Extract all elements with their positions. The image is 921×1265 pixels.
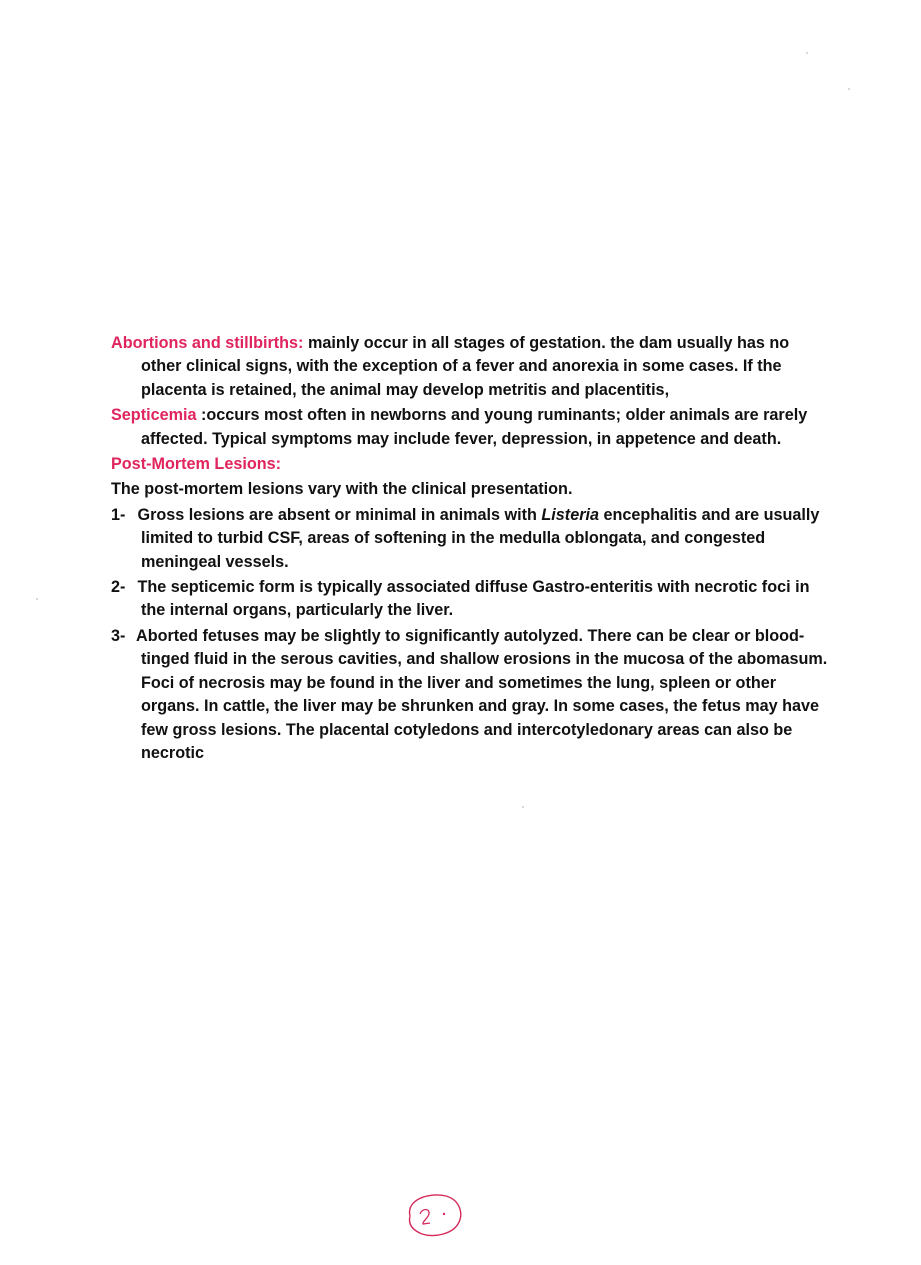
paragraph-abortions [111,332,833,402]
abortions-text: mainly occur in all stages of gestation. the dam usually has no other clinical signs, with the exception of a fever and anorexia in some cases. If the placenta is retained, the animal may develop metritis and placentitis, [141,334,790,399]
list-item-italic: Listeria [541,505,600,524]
list-item-text: Aborted fetuses may be slightly to significantly autolyzed. There can be clear or blood-tinged fluid in the serous cavities, and shallow erosions in the mucosa of the abomasum. Foci of necrosis may be found in the liver and sometimes the lung, spleen or other organs. In cattle, the liver may be shrunken and gray. In some cases, the fetus may have few gross lesions. The placental cotyledons and intercotyledonary areas can also be necrotic [136,626,828,762]
list-item [111,576,833,623]
list-item-number: 3- [111,626,126,645]
document-body [111,332,833,767]
lesions-intro: The post-mortem lesions vary with the clinical presentation. [111,480,573,499]
abortions-label: Abortions and stillbirths: [111,334,304,352]
list-item-text-after: encephalitis and are usually limited to turbid CSF, areas of softening in the medulla oblongata, and congested meningeal vessels. [141,505,820,571]
list-item-text-before: Gross lesions are absent or minimal in animals with [133,505,542,524]
list-item-number: 1- [111,505,126,524]
list-item [111,625,833,765]
list-item-text: The septicemic form is typically associated diffuse Gastro-enteritis with necrotic foci in the internal organs, particularly the liver. [133,578,810,620]
section-heading-lesions: Post-Mortem Lesions: [111,455,281,474]
handwritten-page-number [398,1190,468,1240]
list-item-number: 2- [111,578,126,597]
list-item [111,504,833,574]
handwritten-digit [420,1210,430,1225]
handwritten-circle-mark [410,1195,461,1236]
septicemia-label: Septicemia [111,406,197,425]
paragraph-septicemia [111,404,833,451]
septicemia-text: :occurs most often in newborns and young ruminants; older animals are rarely affected. Typical symptoms may include fever, depression, in appetence and death. [141,406,808,448]
